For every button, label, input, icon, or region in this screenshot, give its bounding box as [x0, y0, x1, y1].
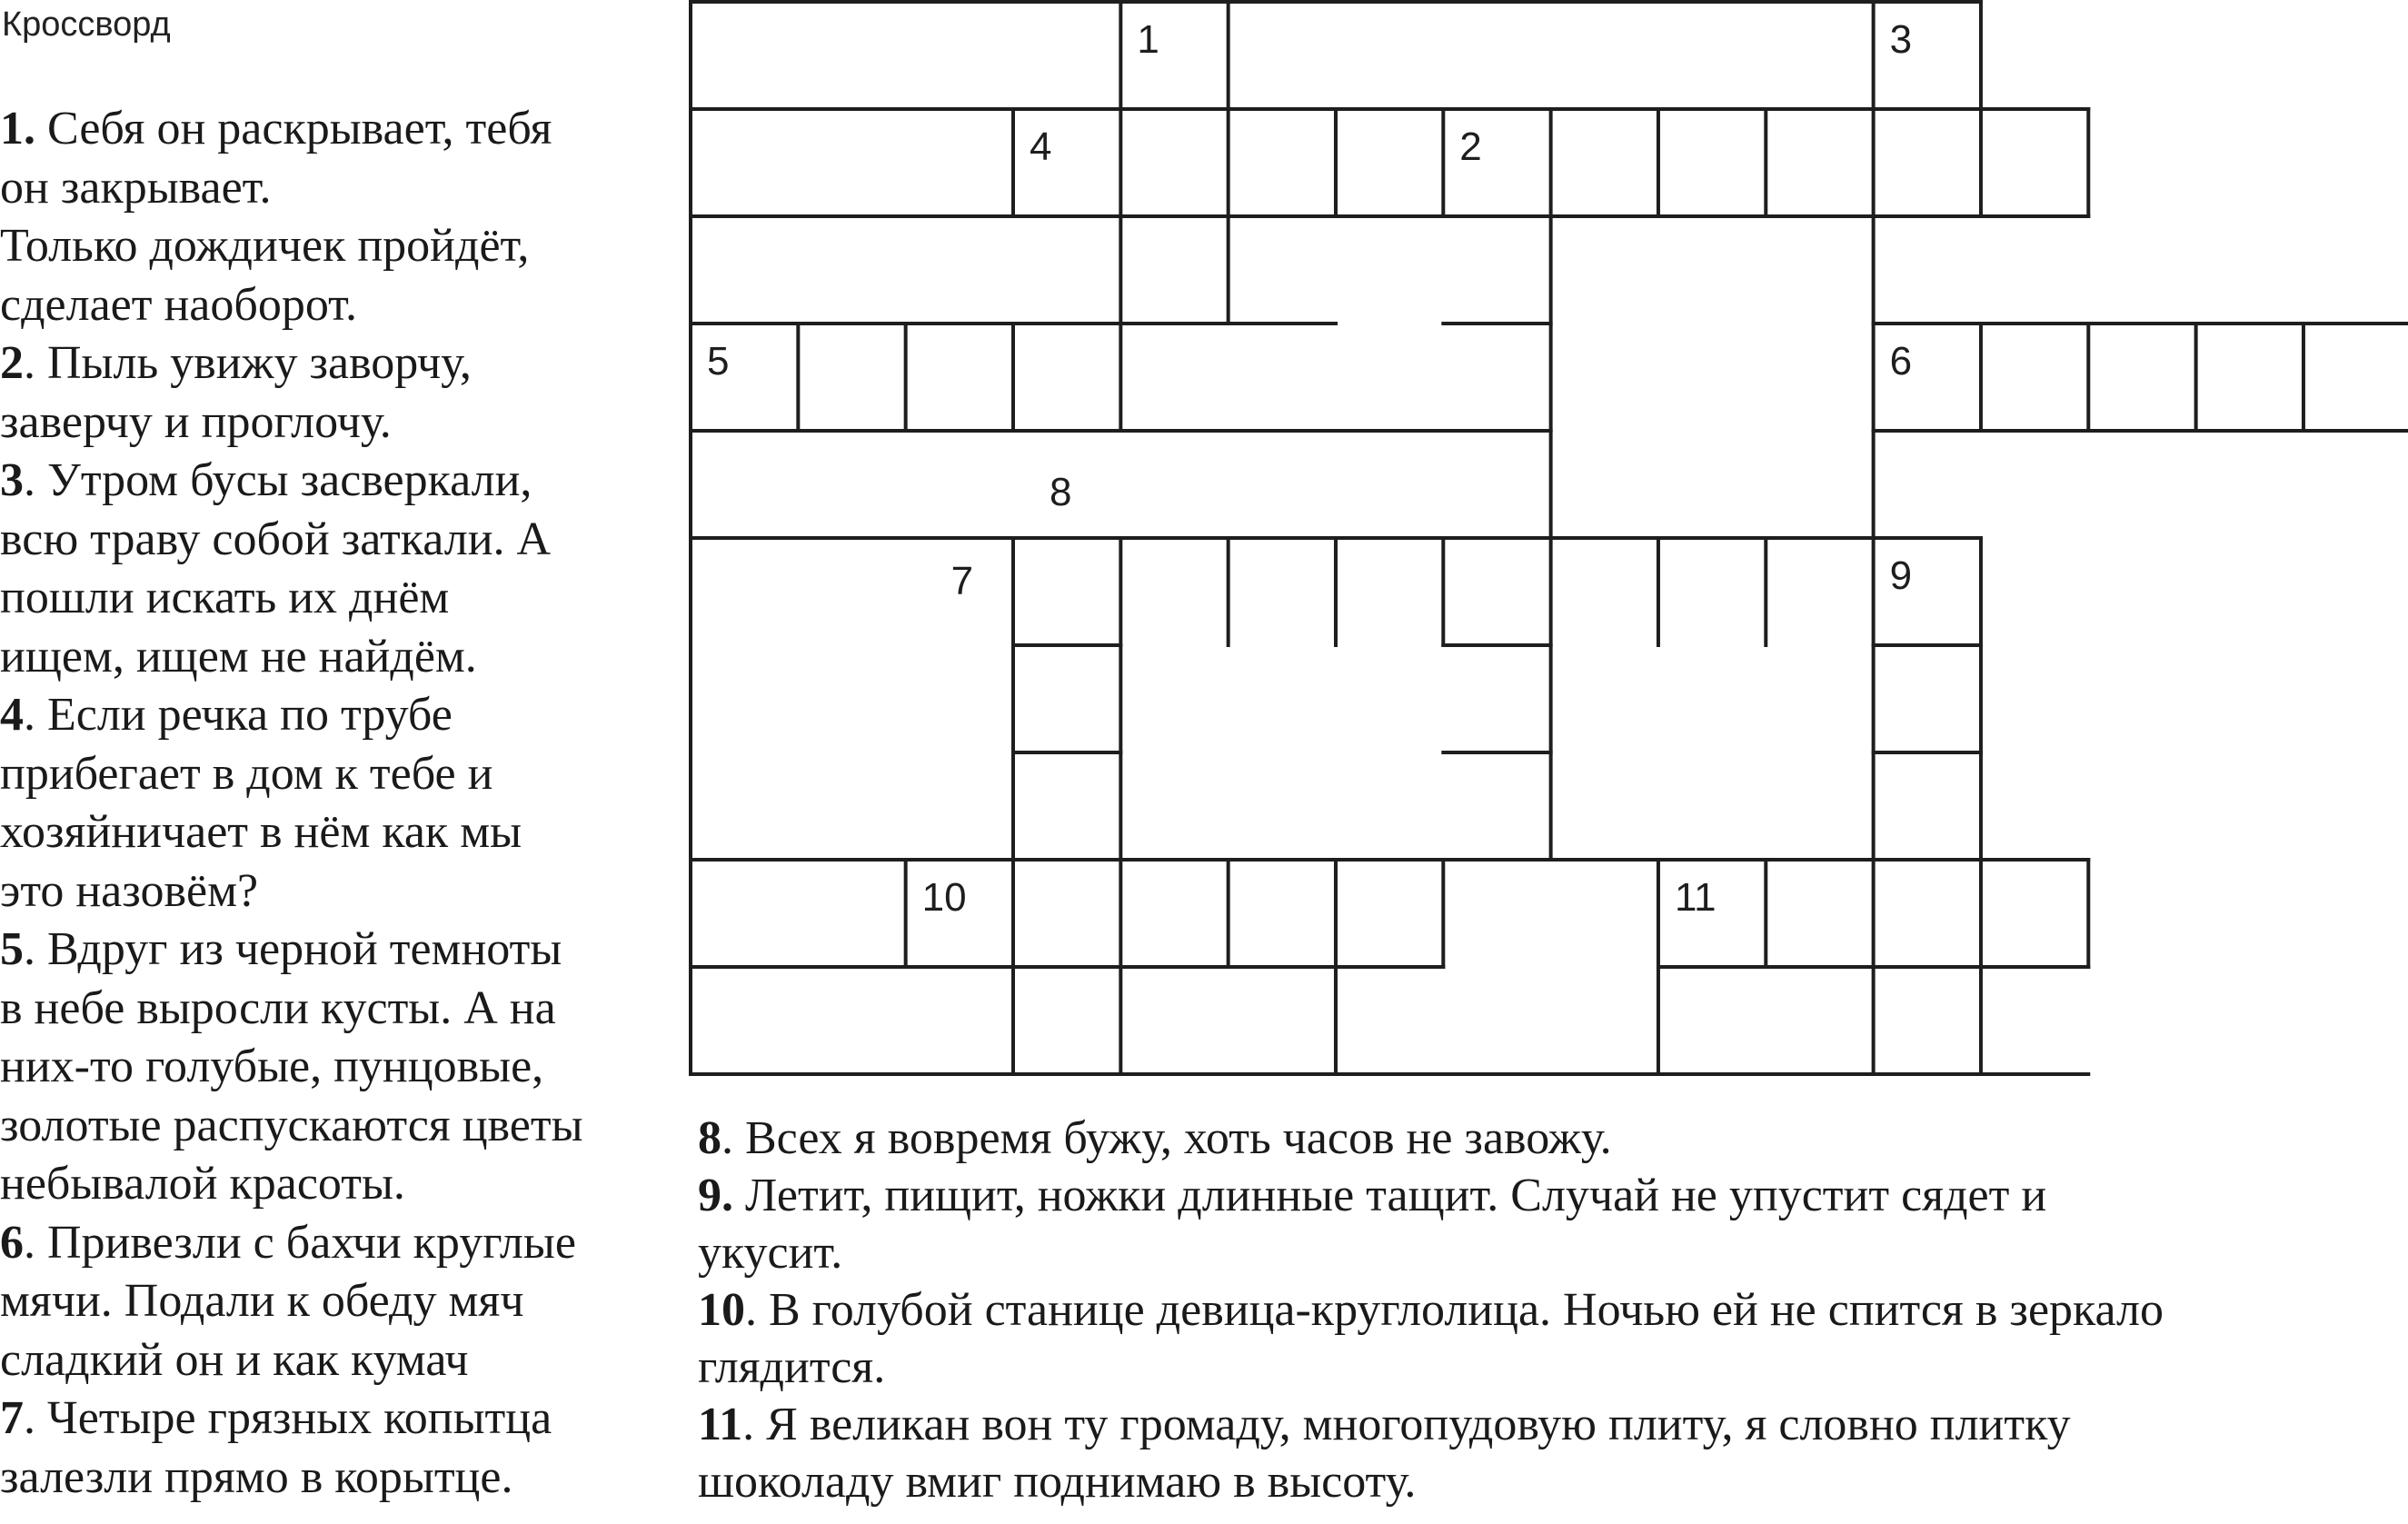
clue-text: всю траву собой заткали. А: [0, 513, 552, 565]
grid-number-9: 9: [1889, 553, 1913, 598]
clue-line: [698, 1396, 2397, 1453]
clue-text: . Вдруг из черной темноты: [24, 923, 562, 975]
grid-number-6: 6: [1889, 339, 1913, 383]
clue-text: пошли искать их днём: [0, 572, 450, 623]
grid-number-3: 3: [1889, 17, 1913, 62]
clue-text: хозяйничает в нём как мы: [0, 806, 522, 858]
clue-text: заверчу и проглочу.: [0, 395, 392, 448]
clue-line: [698, 1453, 2397, 1510]
grid-number-2: 2: [1459, 125, 1482, 169]
clue-number: 11: [698, 1399, 743, 1450]
clue-text: . Пыль увижу заворчу,: [24, 337, 472, 389]
clue-text: он закрывает.: [0, 161, 272, 214]
grid-number-10: 10: [921, 875, 967, 920]
clue-text: сладкий он и как кумач: [0, 1333, 469, 1386]
clue-number: 8: [698, 1112, 721, 1164]
clue-text: . Всех я вовремя бужу, хоть часов не завожу.: [721, 1112, 1612, 1164]
clue-text: укусит.: [698, 1227, 843, 1279]
clue-text: глядится.: [698, 1341, 886, 1393]
clue-text: в небе выросли кусты. А на: [0, 981, 556, 1034]
grid-number-4: 4: [1029, 125, 1052, 169]
clue-text: Только дождичек пройдёт,: [0, 220, 530, 272]
clue-line: [698, 1167, 2397, 1224]
clue-text: . Если речка по трубе: [24, 689, 453, 741]
clue-text: Себя он раскрывает, тебя: [35, 103, 552, 154]
clue-text: золотые распускаются цветы: [0, 1099, 583, 1151]
clue-number: 4: [0, 689, 24, 741]
clue-number: 6: [0, 1216, 24, 1269]
clue-number: 5: [0, 923, 24, 975]
clue-line: [698, 1339, 2397, 1396]
grid-number-7: 7: [950, 559, 974, 603]
clue-line: [0, 1155, 677, 1214]
grid-number-8: 8: [1049, 470, 1072, 514]
clue-text: шоколаду вмиг поднимаю в высоту.: [698, 1456, 1417, 1508]
clue-number: 9.: [698, 1170, 733, 1221]
clue-line: [0, 1214, 677, 1273]
grid-number-1: 1: [1137, 17, 1159, 62]
clue-number: 2: [0, 337, 24, 389]
clue-text: это назовём?: [0, 864, 259, 917]
clue-line: [0, 1390, 677, 1449]
clue-line: [0, 1449, 677, 1508]
clue-text: сделает наоборот.: [0, 278, 357, 331]
clue-number: 1.: [0, 103, 35, 154]
clue-text: мячи. Подали к обеду мяч: [0, 1275, 524, 1327]
clue-line: [0, 1272, 677, 1331]
clue-text: них-то голубые, пунцовые,: [0, 1041, 544, 1092]
clue-text: . В голубой станице девица-круглолица. Ночью ей не спится в зеркало: [745, 1284, 2164, 1336]
clue-text: прибегает в дом к тебе и: [0, 747, 493, 800]
clue-text: . Я великан вон ту громаду, многопудовую плиту, я словно плитку: [742, 1399, 2071, 1450]
clue-text: . Привезли с бахчи круглые: [24, 1216, 576, 1269]
clue-line: [698, 1281, 2397, 1339]
clue-text: . Утром бусы засверкали,: [24, 454, 532, 506]
clue-line: [0, 1097, 677, 1156]
grid-number-5: 5: [707, 339, 730, 383]
clue-text: ищем, ищем не найдём.: [0, 630, 477, 682]
clue-number: 3: [0, 454, 24, 506]
page-title: Кроссворд: [2, 5, 171, 44]
clue-text: залезли прямо в корытце.: [0, 1450, 513, 1503]
clue-text: . Четыре грязных копытца: [24, 1392, 552, 1444]
clue-line: [698, 1110, 2397, 1167]
clues-bottom: [698, 1110, 2397, 1510]
clue-text: небывалой красоты.: [0, 1158, 405, 1210]
clue-line: [698, 1224, 2397, 1281]
grid-number-11: 11: [1674, 875, 1716, 920]
clue-number: 7: [0, 1392, 24, 1444]
clue-line: [0, 1331, 677, 1390]
clue-number: 10: [698, 1284, 745, 1336]
clue-text: Летит, пищит, ножки длинные тащит. Случай не упустит сядет и: [733, 1170, 2047, 1221]
